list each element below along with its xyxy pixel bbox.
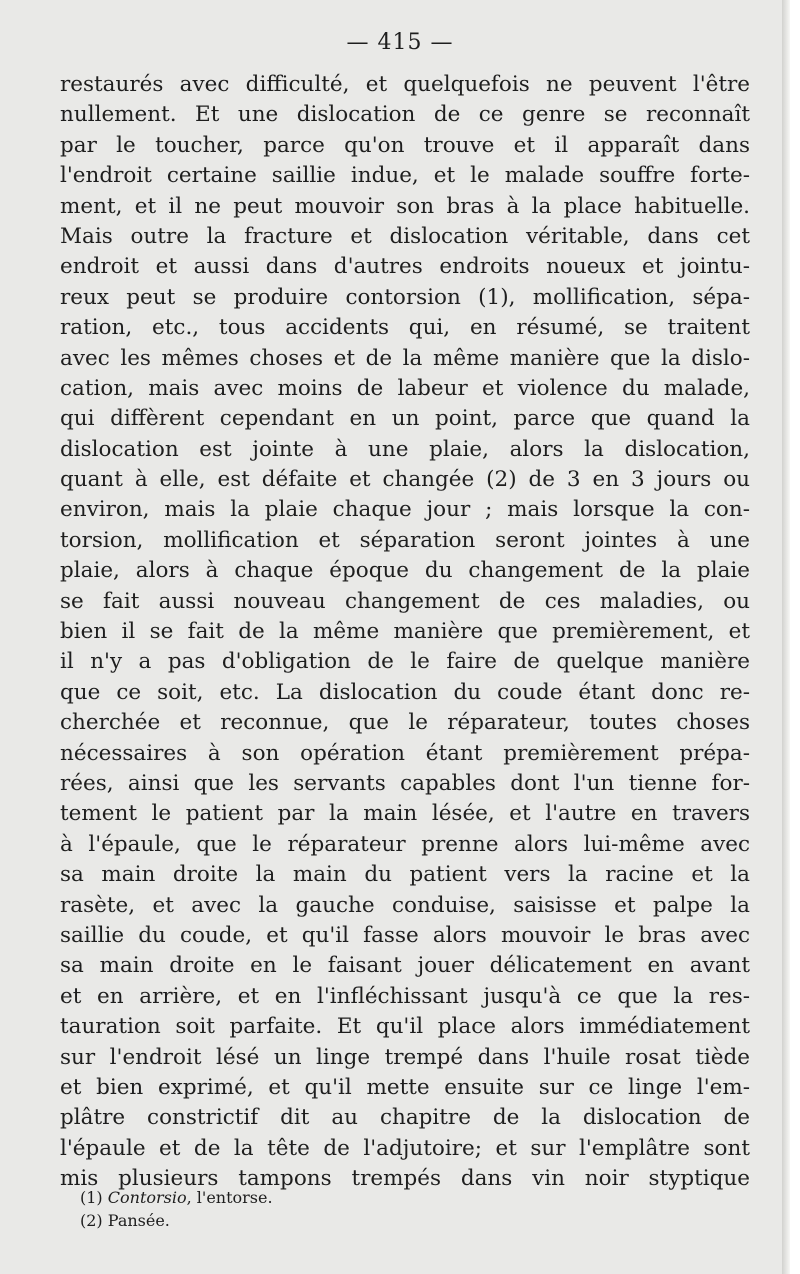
page-number: — 415 — xyxy=(346,30,454,55)
text-line: reux peut se produire contorsion (1), mollification, sépa- xyxy=(60,284,750,310)
footnotes xyxy=(80,1186,680,1232)
text-line: ration, etc., tous accidents qui, en résumé, se traitent xyxy=(60,315,750,341)
text-line: dislocation est jointe à une plaie, alors la dislocation, xyxy=(60,436,750,462)
body-text xyxy=(60,70,750,1194)
footnote-number: (2) xyxy=(80,1211,103,1230)
text-line: plâtre constrictif dit au chapitre de la dislocation de xyxy=(60,1105,750,1131)
text-line: rasète, et avec la gauche conduise, saisisse et palpe la xyxy=(60,892,750,918)
text-line: restaurés avec difficulté, et quelquefois ne peuvent l'être xyxy=(60,72,750,97)
footnote-text: , l'entorse. xyxy=(186,1188,273,1207)
text-line: endroit et aussi dans d'autres endroits noueux et jointu- xyxy=(60,254,750,280)
text-line: avec les mêmes choses et de la même manière que la dislo- xyxy=(60,345,750,371)
text-line: mis plusieurs tampons trempés dans vin noir styptique xyxy=(60,1166,750,1192)
text-line: environ, mais la plaie chaque jour ; mais lorsque la con- xyxy=(60,497,750,523)
text-line: l'épaule et de la tête de l'adjutoire; et sur l'emplâtre sont xyxy=(60,1135,750,1161)
text-line: l'endroit certaine saillie indue, et le malade souffre forte- xyxy=(60,163,750,189)
text-line: cation, mais avec moins de labeur et violence du malade, xyxy=(60,375,750,401)
text-line: et en arrière, et en l'infléchissant jusqu'à ce que la res- xyxy=(60,983,750,1009)
text-line: que ce soit, etc. La dislocation du coude étant donc re- xyxy=(60,679,750,705)
text-line: torsion, mollification et séparation seront jointes à une xyxy=(60,527,750,553)
footnote-1 xyxy=(80,1186,680,1209)
text-line: sa main droite la main du patient vers la racine et la xyxy=(60,862,750,888)
text-line: sur l'endroit lésé un linge trempé dans l'huile rosat tiède xyxy=(60,1044,750,1070)
text-line: et bien exprimé, et qu'il mette ensuite sur ce linge l'em- xyxy=(60,1074,750,1100)
text-line: tement le patient par la main lésée, et l'autre en travers xyxy=(60,801,750,827)
text-line: Mais outre la fracture et dislocation véritable, dans cet xyxy=(60,223,750,249)
text-line: ment, et il ne peut mouvoir son bras à la place habituelle. xyxy=(60,193,750,219)
footnote-number: (1) xyxy=(80,1188,103,1207)
text-line: par le toucher, parce qu'on trouve et il apparaît dans xyxy=(60,132,750,158)
text-line: saillie du coude, et qu'il fasse alors mouvoir le bras avec xyxy=(60,922,750,948)
text-line: plaie, alors à chaque époque du changement de la plaie xyxy=(60,558,750,584)
text-line: quant à elle, est défaite et changée (2) de 3 en 3 jours ou xyxy=(60,467,750,493)
text-line: sa main droite en le faisant jouer délicatement en avant xyxy=(60,953,750,979)
text-line: se fait aussi nouveau changement de ces maladies, ou xyxy=(60,588,750,614)
footnote-term: Contorsio xyxy=(107,1188,187,1207)
footnote-text: Pansée. xyxy=(107,1211,170,1230)
text-line: bien il se fait de la même manière que premièrement, et xyxy=(60,619,750,645)
text-line: tauration soit parfaite. Et qu'il place alors immédiatement xyxy=(60,1014,750,1040)
page-edge-shadow xyxy=(782,0,790,1274)
text-line: qui diffèrent cependant en un point, parce que quand la xyxy=(60,406,750,432)
text-line: il n'y a pas d'obligation de le faire de quelque manière xyxy=(60,649,750,675)
footnote-2 xyxy=(80,1209,680,1232)
text-line: à l'épaule, que le réparateur prenne alors lui-même avec xyxy=(60,831,750,857)
text-line: rées, ainsi que les servants capables dont l'un tienne for- xyxy=(60,770,750,796)
text-line: nullement. Et une dislocation de ce genre se reconnaît xyxy=(60,102,750,128)
text-line: cherchée et reconnue, que le réparateur, toutes choses xyxy=(60,710,750,736)
text-line: nécessaires à son opération étant premièrement prépa- xyxy=(60,740,750,766)
